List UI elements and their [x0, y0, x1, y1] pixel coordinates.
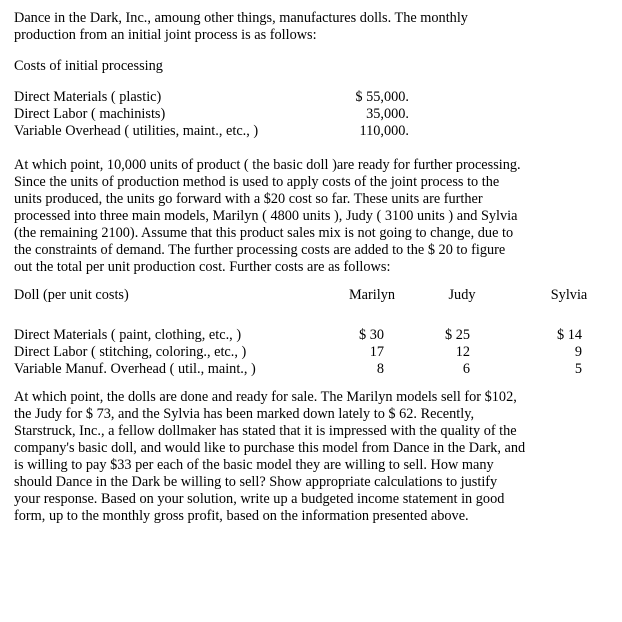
text-line: (the remaining 2100). Assume that this product sales mix is not going to change, due to — [14, 225, 514, 241]
column-header-sylvia: Sylvia — [550, 287, 588, 303]
document-body — [14, 10, 614, 525]
cost-label: Direct Materials ( plastic) — [14, 89, 162, 105]
cost-value: $ 55,000. — [355, 89, 409, 105]
cell-judy: 6 — [462, 361, 470, 377]
cell-sylvia: 5 — [574, 361, 582, 377]
doll-table-header — [14, 287, 614, 305]
table-row — [14, 344, 614, 362]
text-line: the constraints of demand. The further processing costs are added to the $ 20 to figure — [14, 242, 506, 258]
cost-value: 35,000. — [366, 106, 409, 122]
text-line: units produced, the units go forward with a $20 cost so far. These units are further — [14, 191, 483, 207]
sales-question-paragraph — [14, 389, 614, 525]
table-row — [14, 327, 614, 345]
cell-judy: $ 25 — [444, 327, 470, 343]
cell-judy: 12 — [455, 344, 470, 360]
cell-marilyn: 17 — [369, 344, 384, 360]
text-line: Starstruck, Inc., a fellow dollmaker has stated that it is impressed with the quality of the — [14, 423, 517, 439]
table-row — [14, 361, 614, 379]
cell-marilyn: $ 30 — [358, 327, 384, 343]
cost-label: Direct Labor ( machinists) — [14, 106, 166, 122]
row-label: Direct Labor ( stitching, coloring., etc., ) — [14, 344, 247, 360]
text-line: At which point, 10,000 units of product ( the basic doll )are ready for further processing. — [14, 157, 521, 173]
text-line: company's basic doll, and would like to purchase this model from Dance in the Dark, and — [14, 440, 526, 456]
doll-header-label: Doll (per unit costs) — [14, 287, 129, 303]
intro-paragraph — [14, 10, 614, 44]
row-label: Direct Materials ( paint, clothing, etc., ) — [14, 327, 242, 343]
cell-sylvia: 9 — [574, 344, 582, 360]
cost-value: 110,000. — [359, 123, 409, 139]
text-line: processed into three main models, Marilyn ( 4800 units ), Judy ( 3100 units ) and Sylvia — [14, 208, 518, 224]
text-line: should Dance in the Dark be willing to sell? Show appropriate calculations to justify — [14, 474, 498, 490]
column-header-marilyn: Marilyn — [348, 287, 396, 303]
cost-label: Variable Overhead ( utilities, maint., etc., ) — [14, 123, 259, 139]
text-line: Dance in the Dark, Inc., amoung other things, manufactures dolls. The monthly — [14, 10, 468, 26]
column-header-judy: Judy — [448, 287, 476, 303]
initial-costs-table — [14, 89, 614, 143]
costs-heading: Costs of initial processing — [14, 58, 163, 74]
text-line: production from an initial joint process is as follows: — [14, 27, 317, 43]
text-line: your response. Based on your solution, write up a budgeted income statement in good — [14, 491, 505, 507]
text-line: out the total per unit production cost. Further costs are as follows: — [14, 259, 391, 275]
text-line: is willing to pay $33 per each of the basic model they are willing to sell. How many — [14, 457, 494, 473]
text-line: form, up to the monthly gross profit, based on the information presented above. — [14, 508, 469, 524]
text-line: Since the units of production method is used to apply costs of the joint process to the — [14, 174, 500, 190]
processing-paragraph — [14, 157, 614, 276]
text-line: At which point, the dolls are done and ready for sale. The Marilyn models sell for $102, — [14, 389, 517, 405]
cell-sylvia: $ 14 — [556, 327, 582, 343]
doll-cost-table — [14, 327, 614, 381]
cell-marilyn: 8 — [376, 361, 384, 377]
row-label: Variable Manuf. Overhead ( util., maint., ) — [14, 361, 256, 377]
text-line: the Judy for $ 73, and the Sylvia has been marked down lately to $ 62. Recently, — [14, 406, 475, 422]
